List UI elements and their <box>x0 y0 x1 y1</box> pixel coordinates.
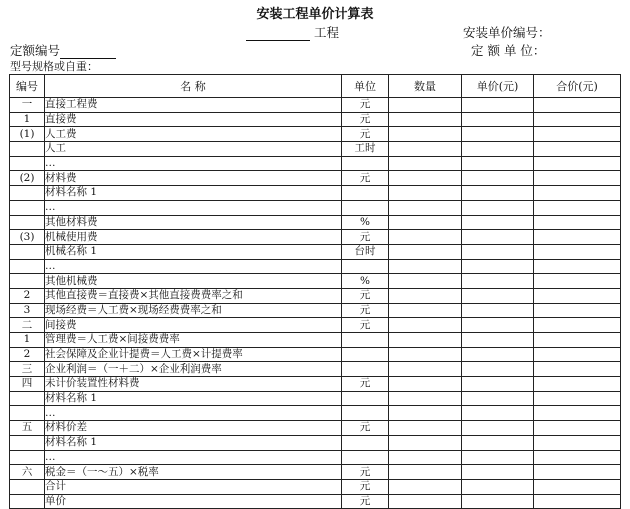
row-unit-price <box>462 347 534 362</box>
row-code <box>10 142 45 157</box>
model-spec-label: 型号规格或自重： <box>10 60 98 73</box>
row-quantity <box>389 479 462 494</box>
row-quantity <box>389 318 462 333</box>
row-unit-price <box>462 435 534 450</box>
row-code: 1 <box>10 112 45 127</box>
row-quantity <box>389 112 462 127</box>
row-total <box>534 127 621 142</box>
row-unit-price <box>462 318 534 333</box>
table-row <box>10 186 621 201</box>
row-code: 一 <box>10 98 45 113</box>
row-quantity <box>389 377 462 392</box>
row-unit: 元 <box>342 479 389 494</box>
col-header-unit: 单位 <box>342 75 389 98</box>
row-unit-price <box>462 377 534 392</box>
row-quantity <box>389 186 462 201</box>
row-unit <box>342 347 389 362</box>
row-name: 材料价差 <box>45 421 342 436</box>
row-unit: 元 <box>342 465 389 480</box>
table-row <box>10 450 621 465</box>
table-row <box>10 244 621 259</box>
quota-no-label: 定额编号 <box>10 43 61 58</box>
row-name: 间接费 <box>45 318 342 333</box>
row-name: 机械使用费 <box>45 230 342 245</box>
row-total <box>534 98 621 113</box>
row-unit <box>342 200 389 215</box>
row-name: … <box>45 156 342 171</box>
row-unit-price <box>462 156 534 171</box>
row-unit: 元 <box>342 494 389 509</box>
row-name: 机械名称 1 <box>45 244 342 259</box>
row-total <box>534 377 621 392</box>
row-code: 1 <box>10 333 45 348</box>
row-name: 人工费 <box>45 127 342 142</box>
table-row <box>10 362 621 377</box>
row-unit <box>342 435 389 450</box>
project-name-blank <box>246 28 310 41</box>
row-total <box>534 200 621 215</box>
row-unit-price <box>462 127 534 142</box>
row-unit: 元 <box>342 98 389 113</box>
row-quantity <box>389 303 462 318</box>
row-unit-price <box>462 406 534 421</box>
table-row <box>10 215 621 230</box>
col-header-unit-price: 单价(元) <box>462 75 534 98</box>
table-row <box>10 156 621 171</box>
row-name: 其他机械费 <box>45 274 342 289</box>
row-code <box>10 244 45 259</box>
row-unit-price <box>462 112 534 127</box>
row-unit-price <box>462 230 534 245</box>
table-body <box>10 98 621 509</box>
row-name: 未计价装置性材料费 <box>45 377 342 392</box>
row-total <box>534 465 621 480</box>
row-quantity <box>389 406 462 421</box>
row-total <box>534 230 621 245</box>
row-unit: 元 <box>342 421 389 436</box>
project-name-line <box>246 23 339 41</box>
row-code: 四 <box>10 377 45 392</box>
row-unit: 元 <box>342 112 389 127</box>
table-row <box>10 98 621 113</box>
row-unit: 工时 <box>342 142 389 157</box>
row-unit-price <box>462 303 534 318</box>
row-name: 材料费 <box>45 171 342 186</box>
row-total <box>534 347 621 362</box>
row-quantity <box>389 274 462 289</box>
row-name: 材料名称 1 <box>45 391 342 406</box>
row-total <box>534 112 621 127</box>
table-row <box>10 391 621 406</box>
document-title: 安装工程单价计算表 <box>256 7 374 22</box>
row-code: (3) <box>10 230 45 245</box>
row-code: 2 <box>10 288 45 303</box>
table-row <box>10 142 621 157</box>
col-header-quantity: 数量 <box>389 75 462 98</box>
table-header-row <box>10 75 621 98</box>
row-unit: 台时 <box>342 244 389 259</box>
row-unit-price <box>462 465 534 480</box>
table-row <box>10 479 621 494</box>
row-unit: 元 <box>342 171 389 186</box>
row-unit <box>342 259 389 274</box>
row-name: 现场经费＝人工费×现场经费费率之和 <box>45 303 342 318</box>
row-quantity <box>389 171 462 186</box>
row-total <box>534 435 621 450</box>
row-unit-price <box>462 215 534 230</box>
row-total <box>534 288 621 303</box>
row-quantity <box>389 391 462 406</box>
row-code <box>10 450 45 465</box>
table-row <box>10 333 621 348</box>
row-code <box>10 156 45 171</box>
row-unit: 元 <box>342 288 389 303</box>
col-header-code: 编号 <box>10 75 45 98</box>
row-unit-price <box>462 288 534 303</box>
row-quantity <box>389 127 462 142</box>
row-unit: 元 <box>342 230 389 245</box>
unit-price-table <box>9 74 621 509</box>
row-name: 材料名称 1 <box>45 435 342 450</box>
row-code <box>10 215 45 230</box>
row-name: 管理费＝人工费×间接费费率 <box>45 333 342 348</box>
row-name: … <box>45 200 342 215</box>
row-total <box>534 303 621 318</box>
row-total <box>534 215 621 230</box>
row-total <box>534 333 621 348</box>
row-code <box>10 435 45 450</box>
row-code <box>10 274 45 289</box>
table-row <box>10 318 621 333</box>
table-row <box>10 127 621 142</box>
row-unit-price <box>462 333 534 348</box>
row-name: 单价 <box>45 494 342 509</box>
table-row <box>10 230 621 245</box>
row-unit-price <box>462 142 534 157</box>
row-name: 社会保障及企业计提费＝人工费×计提费率 <box>45 347 342 362</box>
row-quantity <box>389 230 462 245</box>
row-unit: 元 <box>342 377 389 392</box>
row-quantity <box>389 259 462 274</box>
row-unit: % <box>342 215 389 230</box>
row-total <box>534 274 621 289</box>
row-total <box>534 450 621 465</box>
row-total <box>534 259 621 274</box>
row-code: (1) <box>10 127 45 142</box>
row-unit <box>342 186 389 201</box>
table-row <box>10 274 621 289</box>
row-unit-price <box>462 450 534 465</box>
row-unit-price <box>462 421 534 436</box>
row-code: 二 <box>10 318 45 333</box>
row-unit-price <box>462 274 534 289</box>
row-unit-price <box>462 171 534 186</box>
table-row <box>10 171 621 186</box>
row-quantity <box>389 215 462 230</box>
project-suffix: 工程 <box>313 25 339 40</box>
row-code: 五 <box>10 421 45 436</box>
row-code <box>10 200 45 215</box>
row-total <box>534 142 621 157</box>
row-code <box>10 259 45 274</box>
row-total <box>534 318 621 333</box>
row-total <box>534 244 621 259</box>
row-total <box>534 479 621 494</box>
unit-price-no-label: 安装单价编号： <box>463 25 551 40</box>
row-code: 六 <box>10 465 45 480</box>
row-unit-price <box>462 98 534 113</box>
row-name: 直接费 <box>45 112 342 127</box>
row-unit-price <box>462 244 534 259</box>
row-unit: 元 <box>342 318 389 333</box>
table-row <box>10 288 621 303</box>
table-row <box>10 303 621 318</box>
row-total <box>534 171 621 186</box>
row-unit: 元 <box>342 127 389 142</box>
row-quantity <box>389 142 462 157</box>
row-total <box>534 391 621 406</box>
row-code <box>10 479 45 494</box>
row-unit <box>342 333 389 348</box>
row-total <box>534 362 621 377</box>
col-header-name: 名 称 <box>45 75 342 98</box>
row-unit-price <box>462 391 534 406</box>
row-quantity <box>389 156 462 171</box>
row-quantity <box>389 435 462 450</box>
row-unit <box>342 362 389 377</box>
row-quantity <box>389 421 462 436</box>
row-quantity <box>389 288 462 303</box>
table-row <box>10 406 621 421</box>
row-code <box>10 391 45 406</box>
row-unit <box>342 450 389 465</box>
table-row <box>10 377 621 392</box>
row-quantity <box>389 333 462 348</box>
row-name: 直接工程费 <box>45 98 342 113</box>
row-quantity <box>389 244 462 259</box>
col-header-total: 合价(元) <box>534 75 621 98</box>
row-code: 三 <box>10 362 45 377</box>
row-quantity <box>389 450 462 465</box>
row-total <box>534 186 621 201</box>
row-unit-price <box>462 186 534 201</box>
row-unit <box>342 391 389 406</box>
row-code: (2) <box>10 171 45 186</box>
row-total <box>534 406 621 421</box>
row-total <box>534 156 621 171</box>
row-name: 合计 <box>45 479 342 494</box>
row-quantity <box>389 362 462 377</box>
table-row <box>10 200 621 215</box>
row-name: 其他材料费 <box>45 215 342 230</box>
row-name: 材料名称 1 <box>45 186 342 201</box>
row-quantity <box>389 347 462 362</box>
row-quantity <box>389 465 462 480</box>
quota-no-line <box>10 41 116 59</box>
row-unit-price <box>462 479 534 494</box>
row-unit <box>342 156 389 171</box>
table-row <box>10 112 621 127</box>
row-quantity <box>389 200 462 215</box>
table-row <box>10 435 621 450</box>
row-name: … <box>45 406 342 421</box>
row-code: 2 <box>10 347 45 362</box>
row-unit: 元 <box>342 303 389 318</box>
table-row <box>10 259 621 274</box>
row-code: 3 <box>10 303 45 318</box>
row-name: … <box>45 259 342 274</box>
table-row <box>10 465 621 480</box>
table-row <box>10 421 621 436</box>
row-quantity <box>389 98 462 113</box>
quota-unit-label: 定 额 单 位： <box>471 43 546 58</box>
row-code <box>10 186 45 201</box>
row-code <box>10 406 45 421</box>
row-unit-price <box>462 259 534 274</box>
row-name: … <box>45 450 342 465</box>
table-row <box>10 347 621 362</box>
row-total <box>534 421 621 436</box>
row-unit-price <box>462 200 534 215</box>
row-unit: % <box>342 274 389 289</box>
row-name: 其他直接费＝直接费×其他直接费费率之和 <box>45 288 342 303</box>
row-name: 人工 <box>45 142 342 157</box>
row-name: 税金＝（一～五）×税率 <box>45 465 342 480</box>
row-unit-price <box>462 362 534 377</box>
row-name: 企业利润＝（一＋二）×企业利润费率 <box>45 362 342 377</box>
row-unit <box>342 406 389 421</box>
